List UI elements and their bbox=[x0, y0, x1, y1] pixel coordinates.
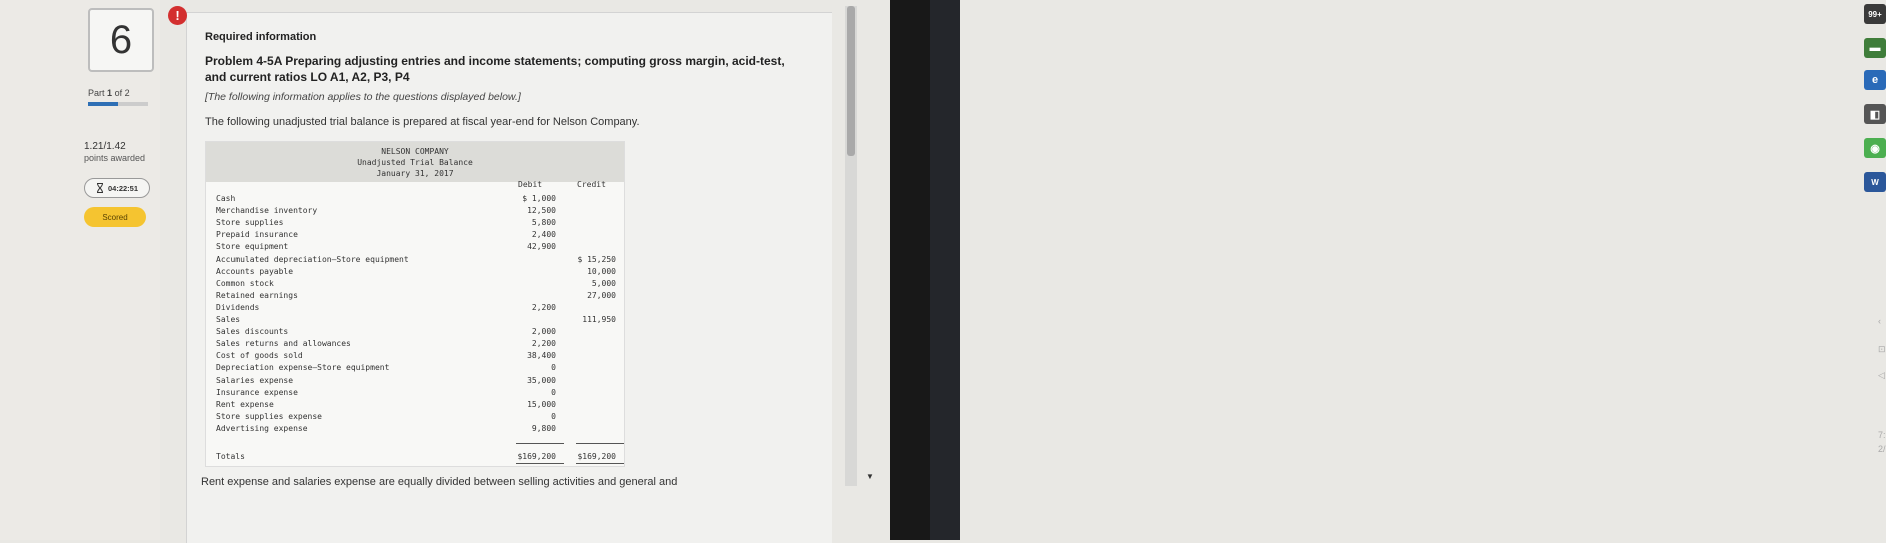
table-row bbox=[216, 400, 616, 412]
account-name: Accumulated depreciation—Store equipment bbox=[216, 254, 409, 264]
debit-total-rule bbox=[516, 443, 564, 444]
trial-balance-date: January 31, 2017 bbox=[376, 169, 454, 178]
account-name: Sales discounts bbox=[216, 327, 289, 337]
debit-value: 2,000 bbox=[531, 327, 556, 337]
edge-browser-icon[interactable]: e bbox=[1864, 70, 1886, 90]
intro-text: The following unadjusted trial balance is prepared at fiscal year-end for Nelson Company. bbox=[205, 116, 640, 128]
applies-note: [The following information applies to the questions displayed below.] bbox=[205, 91, 521, 103]
debit-value: 12,500 bbox=[527, 206, 556, 216]
timer[interactable] bbox=[84, 178, 150, 198]
part-of-total: of 2 bbox=[114, 88, 130, 98]
chevron-left-icon[interactable]: ‹ bbox=[1878, 316, 1881, 326]
debit-value: 0 bbox=[551, 411, 556, 421]
credit-value: 27,000 bbox=[587, 290, 616, 300]
part-progress-bar bbox=[88, 102, 148, 106]
debit-value: 35,000 bbox=[527, 375, 556, 385]
trial-balance-table bbox=[205, 141, 625, 467]
table-row bbox=[216, 230, 616, 242]
store-icon[interactable]: ◧ bbox=[1864, 104, 1886, 124]
account-name: Cost of goods sold bbox=[216, 351, 303, 361]
table-row bbox=[216, 327, 616, 339]
table-row bbox=[216, 412, 616, 424]
question-number[interactable]: 6 bbox=[88, 8, 154, 72]
question-content bbox=[186, 12, 832, 543]
account-name: Salaries expense bbox=[216, 375, 294, 385]
chrome-icon[interactable]: ◉ bbox=[1864, 138, 1886, 158]
scroll-down-arrow-icon[interactable]: ▼ bbox=[866, 472, 874, 481]
account-name: Cash bbox=[216, 194, 236, 203]
left-panel bbox=[0, 0, 160, 540]
points-value: 1.21/1.42 bbox=[84, 141, 126, 152]
timer-value: 04:22:51 bbox=[107, 183, 139, 193]
part-progress-fill bbox=[88, 102, 118, 106]
clock-date: 2/ bbox=[1878, 444, 1886, 454]
notification-icon[interactable]: 99+ bbox=[1864, 4, 1886, 24]
trial-balance-title: Unadjusted Trial Balance bbox=[357, 158, 473, 167]
table-row bbox=[216, 279, 616, 291]
account-name: Rent expense bbox=[216, 399, 274, 409]
points-awarded bbox=[84, 140, 145, 165]
account-name: Depreciation expense—Store equipment bbox=[216, 363, 390, 373]
company-name: NELSON COMPANY bbox=[381, 147, 449, 156]
debit-value: $ 1,000 bbox=[522, 194, 556, 203]
volume-icon[interactable]: ◁ bbox=[1878, 370, 1885, 380]
account-name: Common stock bbox=[216, 278, 274, 288]
table-row bbox=[216, 424, 616, 436]
table-row bbox=[216, 194, 616, 206]
credit-total-rule bbox=[576, 443, 624, 444]
table-row bbox=[216, 291, 616, 303]
account-name: Store equipment bbox=[216, 242, 289, 252]
table-row bbox=[216, 206, 616, 218]
totals-label: Totals bbox=[216, 452, 245, 461]
debit-value: 5,800 bbox=[531, 218, 556, 228]
account-name: Insurance expense bbox=[216, 387, 298, 397]
debit-value: 2,200 bbox=[531, 339, 556, 349]
credit-value: 10,000 bbox=[587, 266, 616, 276]
clock-time: 7: bbox=[1878, 430, 1886, 440]
debit-value: 15,000 bbox=[527, 399, 556, 409]
debit-double-rule bbox=[516, 463, 564, 464]
account-name: Store supplies expense bbox=[216, 411, 322, 421]
table-row bbox=[216, 242, 616, 254]
account-name: Prepaid insurance bbox=[216, 230, 298, 240]
debit-value: 0 bbox=[551, 363, 556, 373]
debit-value: 42,900 bbox=[527, 242, 556, 252]
hourglass-icon bbox=[96, 183, 104, 193]
required-information-heading: Required information bbox=[205, 31, 317, 43]
credit-value: $ 15,250 bbox=[577, 254, 616, 264]
part-current: 1 bbox=[107, 88, 113, 98]
word-icon[interactable]: W bbox=[1864, 172, 1886, 192]
trial-balance-header bbox=[206, 142, 624, 182]
account-name: Sales bbox=[216, 315, 241, 324]
table-row bbox=[216, 315, 616, 327]
debit-value: 38,400 bbox=[527, 351, 556, 361]
debit-column-header: Debit bbox=[518, 180, 543, 189]
table-row bbox=[216, 267, 616, 279]
credit-value: 111,950 bbox=[582, 315, 616, 324]
table-row bbox=[216, 303, 616, 315]
table-row bbox=[216, 255, 616, 267]
debit-value: 2,200 bbox=[531, 302, 556, 312]
network-icon[interactable]: ⊡ bbox=[1878, 344, 1886, 354]
account-name: Merchandise inventory bbox=[216, 206, 318, 216]
table-row bbox=[216, 363, 616, 375]
totals-credit: $169,200 bbox=[577, 452, 616, 461]
account-name: Dividends bbox=[216, 302, 260, 312]
debit-value: 0 bbox=[551, 387, 556, 397]
screen-bezel bbox=[890, 0, 930, 540]
table-row bbox=[216, 339, 616, 351]
problem-title: Problem 4-5A Preparing adjusting entries and income statements; computing gross margin, acid-test, and current ratios LO A1, A2, P3, P4 bbox=[205, 54, 785, 85]
table-row bbox=[216, 388, 616, 400]
table-row bbox=[216, 218, 616, 230]
points-label: points awarded bbox=[84, 153, 146, 163]
content-scrollbar[interactable] bbox=[845, 6, 857, 486]
credit-value: 5,000 bbox=[591, 278, 616, 288]
account-name: Sales returns and allowances bbox=[216, 339, 351, 349]
file-explorer-icon[interactable]: ▬ bbox=[1864, 38, 1886, 58]
part-indicator bbox=[88, 88, 130, 98]
scrollbar-thumb[interactable] bbox=[847, 6, 855, 156]
debit-value: 2,400 bbox=[531, 230, 556, 240]
account-name: Store supplies bbox=[216, 218, 284, 228]
alert-icon[interactable]: ! bbox=[168, 6, 187, 25]
account-name: Advertising expense bbox=[216, 423, 308, 433]
part-label: Part bbox=[88, 88, 105, 98]
totals-debit: $169,200 bbox=[517, 452, 556, 461]
account-name: Accounts payable bbox=[216, 266, 294, 276]
taskbar bbox=[930, 0, 1886, 540]
scored-badge: Scored bbox=[84, 207, 146, 227]
credit-column-header: Credit bbox=[577, 180, 606, 189]
account-name: Retained earnings bbox=[216, 290, 298, 300]
table-row bbox=[216, 351, 616, 363]
following-text: Rent expense and salaries expense are equally divided between selling activities and general and bbox=[201, 476, 678, 488]
credit-double-rule bbox=[576, 463, 624, 464]
debit-value: 9,800 bbox=[531, 423, 556, 433]
table-row bbox=[216, 376, 616, 388]
